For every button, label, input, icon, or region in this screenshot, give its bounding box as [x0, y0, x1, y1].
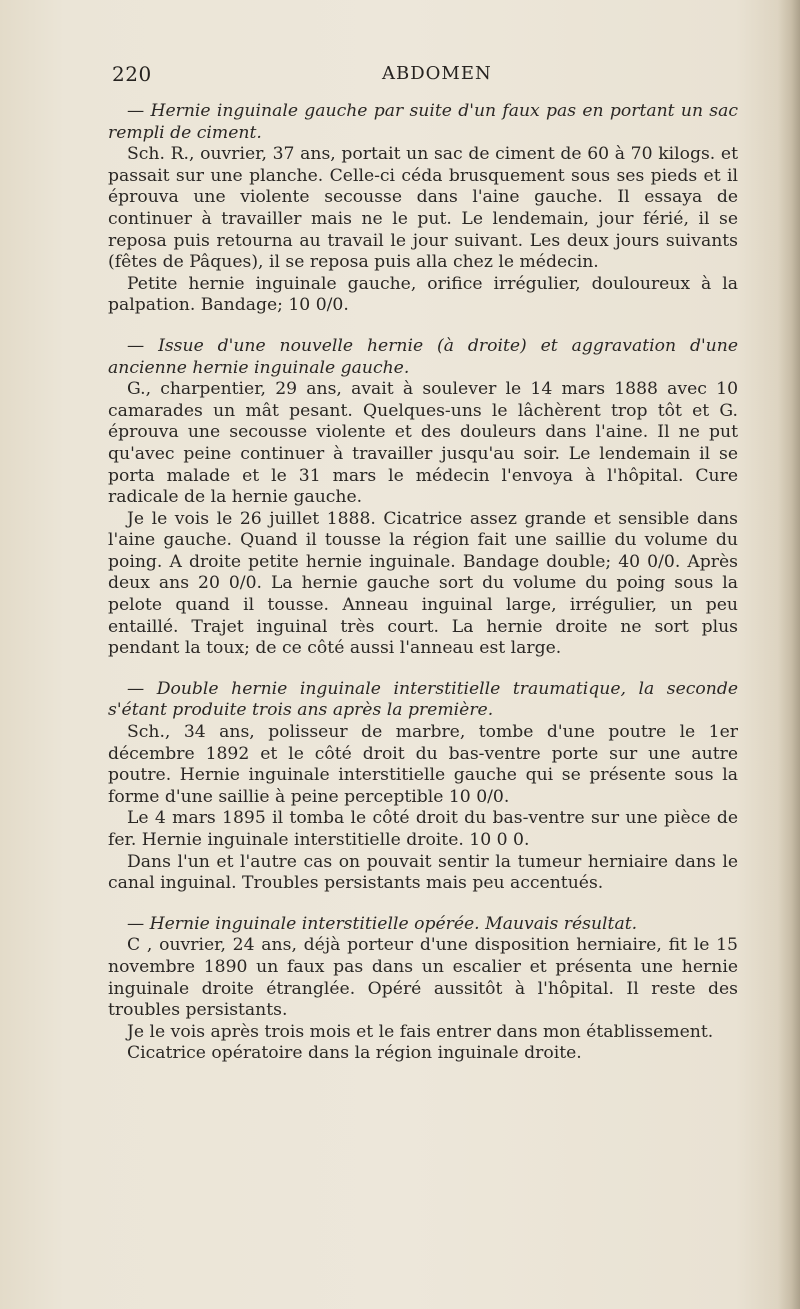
- section-heading: — Issue d'une nouvelle hernie (à droite) et aggravation d'une ancienne hernie inguinale gauche.: [108, 335, 738, 378]
- paragraph: Le 4 mars 1895 il tomba le côté droit du bas-ventre sur une pièce de fer. Hernie inguinale interstitielle droite. 10 0 0.: [108, 808, 738, 850]
- case-section: [108, 679, 738, 895]
- case-section: [108, 101, 738, 317]
- paragraph: Dans l'un et l'autre cas on pouvait sentir la tumeur herniaire dans le canal inguinal. Troubles persistants mais peu accentués.: [108, 851, 738, 894]
- paragraph: Cicatrice opératoire dans la région inguinale droite.: [127, 1043, 582, 1064]
- case-section: [108, 336, 738, 660]
- section-heading: — Hernie inguinale interstitielle opérée. Mauvais résultat.: [127, 913, 638, 934]
- page-edge-shadow: [778, 0, 800, 1309]
- paragraph: C , ouvrier, 24 ans, déjà porteur d'une disposition herniaire, fit le 15 novembre 1890 un faux pas dans un escalier et présenta une hernie inguinale droite étranglée. Opéré aussitôt à l'hôpital. Il reste des troubles persistants.: [108, 935, 738, 1021]
- page-body: [108, 101, 738, 1065]
- section-spacer: [108, 895, 738, 914]
- case-section: [108, 914, 738, 1065]
- section-spacer: [108, 317, 738, 336]
- paragraph: Je le vois après trois mois et le fais entrer dans mon établissement.: [127, 1021, 714, 1042]
- running-title: ABDOMEN: [382, 63, 492, 84]
- paragraph: Je le vois le 26 juillet 1888. Cicatrice assez grande et sensible dans l'aine gauche. Quand il tousse la région fait une saillie du volume du poing. A droite petite hernie inguinale. Bandage double; 40 0/0. Après deux ans 20 0/0. La hernie gauche sort du volume du poing sous la pelote quand il tousse. Anneau inguinal large, irrégulier, un peu entaillé. Trajet inguinal très court. La hernie droite ne sort plus pendant la toux; de ce côté aussi l'anneau est large.: [108, 508, 738, 659]
- section-heading: — Double hernie inguinale interstitielle traumatique, la seconde s'étant produite trois ans après la première.: [108, 678, 738, 721]
- section-spacer: [108, 660, 738, 679]
- paragraph: G., charpentier, 29 ans, avait à soulever le 14 mars 1888 avec 10 camarades un mât pesant. Quelques-uns le lâchèrent trop tôt et G. éprouva une secousse violente et des douleurs dans l'aine. Il ne put qu'avec peine continuer à travailler jusqu'au soir. Le lendemain il se porta malade et le 31 mars le médecin l'envoya à l'hôpital. Cure radicale de la hernie gauche.: [108, 379, 738, 508]
- page-header: [112, 62, 737, 92]
- paragraph: Petite hernie inguinale gauche, orifice irrégulier, douloureux à la palpation. Bandage; 10 0/0.: [108, 273, 738, 316]
- paragraph: Sch. R., ouvrier, 37 ans, portait un sac de ciment de 60 à 70 kilogs. et passait sur une planche. Celle-ci céda brusquement sous ses pieds et il éprouva une violente secousse dans l'aine gauche. Il essaya de continuer à travailler mais ne le put. Le lendemain, jour férié, il se reposa puis retourna au travail le jour suivant. Les deux jours suivants (fêtes de Pâques), il se reposa puis alla chez le médecin.: [108, 144, 738, 273]
- paragraph: Sch., 34 ans, polisseur de marbre, tombe d'une poutre le 1er décembre 1892 et le côté droit du bas-ventre porte sur une autre poutre. Hernie inguinale interstitielle gauche qui se présente sous la forme d'une saillie à peine perceptible 10 0/0.: [108, 722, 738, 807]
- page-number: 220: [112, 62, 152, 86]
- section-heading: — Hernie inguinale gauche par suite d'un faux pas en portant un sac rempli de ciment.: [108, 101, 738, 143]
